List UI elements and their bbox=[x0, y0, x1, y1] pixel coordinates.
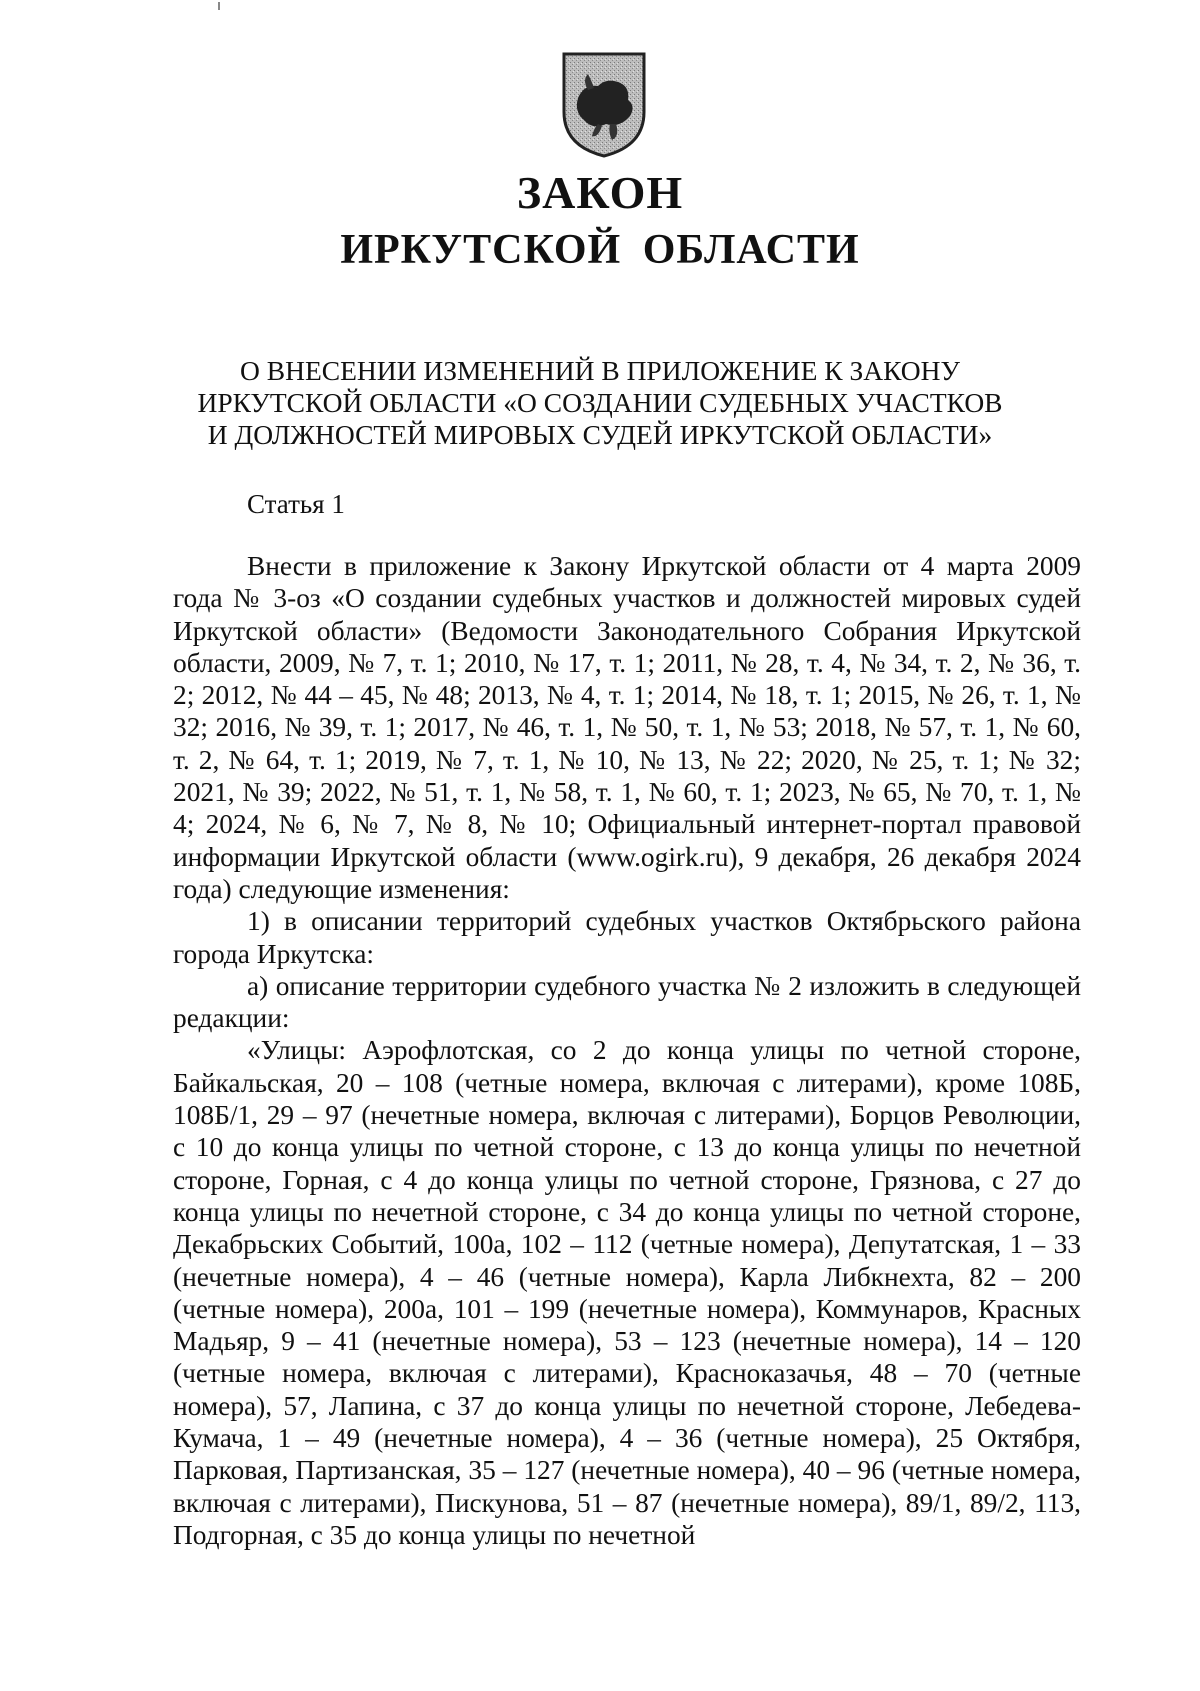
coat-of-arms-icon bbox=[558, 50, 650, 160]
document-body bbox=[173, 550, 1081, 1551]
article-label: Статья 1 bbox=[247, 489, 345, 519]
document-subtitle: ИРКУТСКОЙ ОБЛАСТИ bbox=[340, 227, 860, 273]
document-title: ЗАКОН bbox=[516, 167, 684, 218]
scan-artifact bbox=[218, 2, 220, 10]
paragraph-item-1: 1) в описании территорий судебных участков Октябрьского района города Иркутска: bbox=[173, 906, 1081, 969]
paragraph-item-a: а) описание территории судебного участка № 2 изложить в следующей редакции: bbox=[173, 970, 1081, 1034]
law-heading-line: И ДОЛЖНОСТЕЙ МИРОВЫХ СУДЕЙ ИРКУТСКОЙ ОБЛАСТИ» bbox=[207, 419, 993, 450]
law-heading-line: О ВНЕСЕНИИ ИЗМЕНЕНИЙ В ПРИЛОЖЕНИЕ К ЗАКОНУ bbox=[240, 355, 960, 386]
law-heading bbox=[150, 355, 1050, 451]
law-heading-line: ИРКУТСКОЙ ОБЛАСТИ «О СОЗДАНИИ СУДЕБНЫХ УЧАСТКОВ bbox=[197, 387, 1003, 418]
paragraph-intro: Внести в приложение к Закону Иркутской области от 4 марта 2009 года № 3-оз «О создании судебных участков и должностей мировых судей Иркутской области» (Ведомости Законодательного Собрания Иркутской области, 2009, № 7, т. 1; 2010, № 17, т. 1; 2011, № 28, т. 4, № 34, т. 2, № 36, т. 2; 2012, № 44 – 45, № 48; 2013, № 4, т. 1; 2014, № 18, т. 1; 2015, № 26, т. 1, № 32; 2016, № 39, т. 1; 2017, № 46, т. 1, № 50, т. 1, № 53; 2018, № 57, т. 1, № 60, т. 2, № 64, т. 1; 2019, № 7, т. 1, № 10, № 13, № 22; 2020, № 25, т. 1; № 32; 2021, № 39; 2022, № 51, т. 1, № 58, т. 1, № 60, т. 1; 2023, № 65, № 70, т. 1, № 4; 2024, № 6, № 7, № 8, № 10; Официальный интернет-портал правовой информации Иркутской области (www.ogirk.ru), 9 декабря, 26 декабря 2024 года) следующие изменения: bbox=[173, 551, 1081, 904]
paragraph-streets: «Улицы: Аэрофлотская, со 2 до конца улицы по четной стороне, Байкальская, 20 – 108 (четные номера, включая с литерами), кроме 108Б, 108Б/1, 29 – 97 (нечетные номера, включая с литерами), Борцов Революции, с 10 до конца улицы по четной стороне, с 13 до конца улицы по нечетной стороне, Горная, с 4 до конца улицы по четной стороне, Грязнова, с 27 до конца улицы по нечетной стороне, с 34 до конца улицы по четной стороне, Декабрьских Событий, 100а, 102 – 112 (четные номера), Депутатская, 1 – 33 (нечетные номера), 4 – 46 (четные номера), Карла Либкнехта, 82 – 200 (четные номера), 200а, 101 – 199 (нечетные номера), Коммунаров, Красных Мадьяр, 9 – 41 (нечетные номера), 53 – 123 (нечетные номера), 14 – 120 (четные номера, включая с литерами), Красноказачья, 48 – 70 (четные номера), 57, Лапина, с 37 до конца улицы по нечетной стороне, Лебедева-Кумача, 1 – 49 (нечетные номера), 4 – 36 (четные номера), 25 Октября, Парковая, Партизанская, 35 – 127 (нечетные номера), 40 – 96 (четные номера, включая с литерами), Пискунова, 51 – 87 (нечетные номера), 89/1, 89/2, 113, Подгорная, с 35 до конца улицы по нечетной bbox=[173, 1035, 1081, 1550]
